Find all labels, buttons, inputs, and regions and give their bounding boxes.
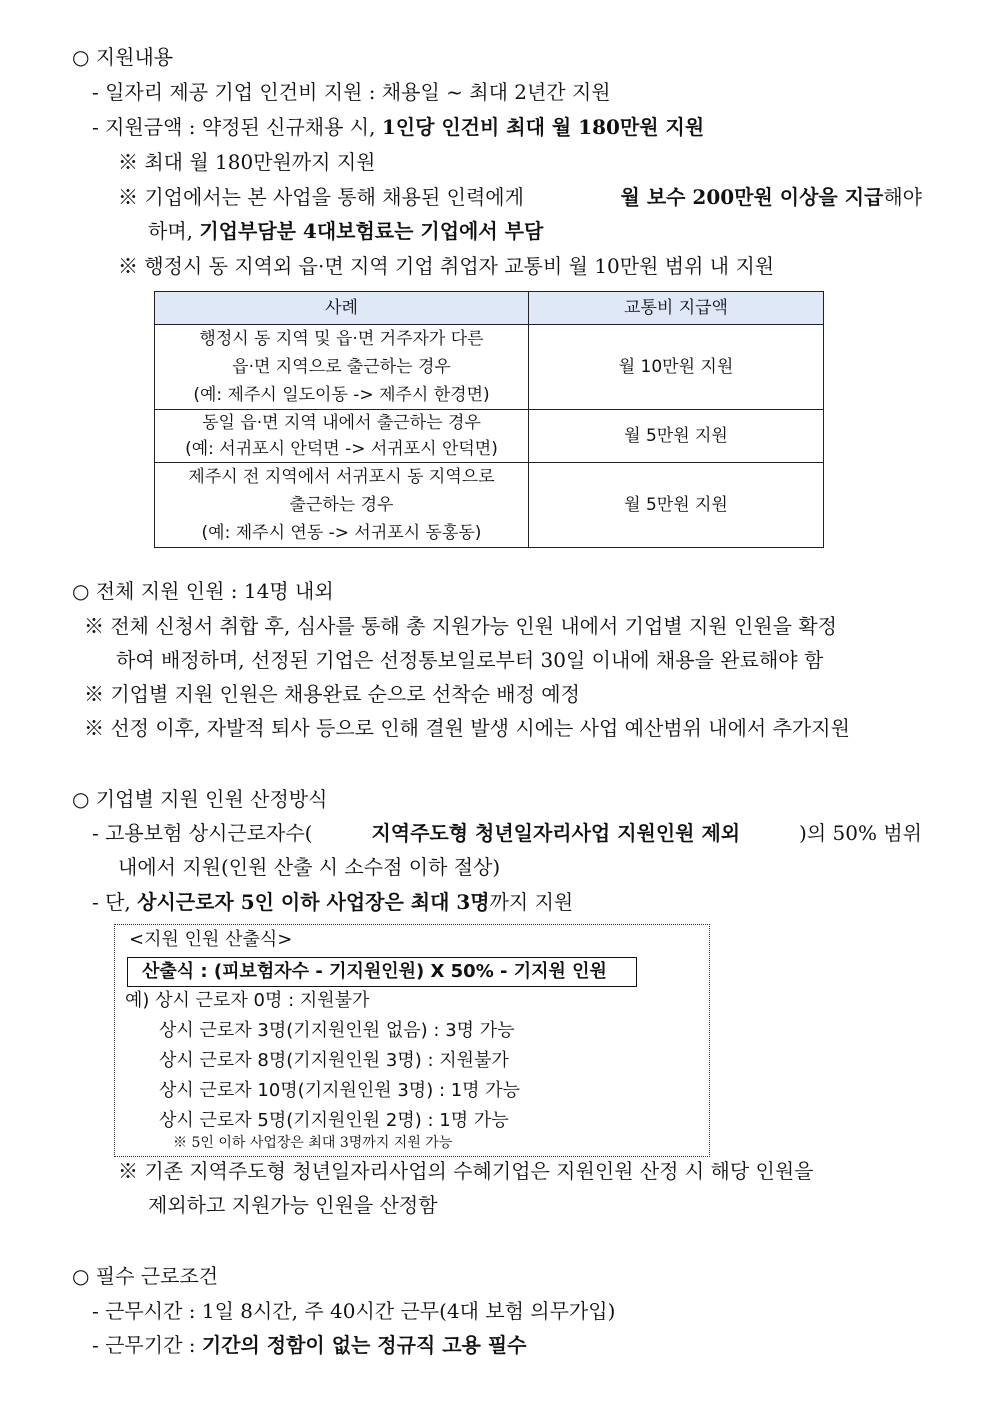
support-note-max: ※ 최대 월 180만원까지 지원 (118, 150, 376, 174)
calc-item-2-suffix: 까지 지원 (489, 890, 574, 914)
calc-note-b: 제외하고 지원가능 인원을 산정함 (148, 1193, 438, 1217)
amount-cell: 월 5만원 지원 (529, 410, 824, 463)
insurance-note-prefix: 하며, (148, 219, 200, 243)
case-line: (예: 서귀포시 안덕면 -> 서귀포시 안덕면) (185, 439, 498, 459)
calc-box-title: <지원 인원 산출식> (129, 929, 293, 950)
section-heading-total-support: ○ 전체 지원 인원 : 14명 내외 (72, 579, 334, 603)
work-period-bold: 기간의 정함이 없는 정규직 고용 필수 (201, 1333, 527, 1357)
case-line: (예: 제주시 연동 -> 서귀포시 동홍동) (201, 523, 482, 543)
case-line: 제주시 전 지역에서 서귀포시 동 지역으로 (188, 467, 495, 487)
calc-example: 예) 상시 근로자 0명 : 지원불가 (125, 990, 370, 1011)
calc-example: 상시 근로자 3명(기지원인원 없음) : 3명 가능 (159, 1020, 515, 1041)
calc-example: 상시 근로자 8명(기지원인원 3명) : 지원불가 (159, 1050, 509, 1071)
salary-note-suffix: 해야 (883, 185, 922, 209)
work-period-item (92, 1330, 526, 1360)
header-case: 사례 (155, 292, 529, 325)
calc-example: 상시 근로자 10명(기지원인원 3명) : 1명 가능 (159, 1080, 521, 1101)
case-cell (155, 463, 529, 548)
case-line: 동일 읍·면 지역 내에서 출근하는 경우 (202, 413, 481, 433)
total-note-2: ※ 기업별 지원 인원은 채용완료 순으로 선착순 배정 예정 (84, 682, 580, 706)
header-amount: 교통비 지급액 (529, 292, 824, 325)
case-cell (155, 325, 529, 410)
support-amount-bold: 1인당 인건비 최대 월 180만원 지원 (381, 115, 705, 139)
section-heading-calc-method: ○ 기업별 지원 인원 산정방식 (72, 787, 328, 811)
support-note-salary (118, 182, 922, 212)
case-line: 출근하는 경우 (289, 495, 394, 515)
support-amount-prefix: - 지원금액 : 약정된 신규채용 시, (92, 115, 382, 139)
total-note-1a: ※ 전체 신청서 취합 후, 심사를 통해 총 지원가능 인원 내에서 기업별 지원 인원을 확정 (84, 614, 837, 638)
total-note-3: ※ 선정 이후, 자발적 퇴사 등으로 인해 결원 발생 시에는 사업 예산범위 내에서 추가지원 (84, 716, 850, 740)
support-item-labor-cost: - 일자리 제공 기업 인건비 지원 : 채용일 ~ 최대 2년간 지원 (92, 80, 611, 104)
calc-item-1-suffix: )의 50% 범위 (799, 821, 922, 845)
amount-cell: 월 5만원 지원 (529, 463, 824, 548)
table-row (155, 463, 824, 548)
calc-item-1-bold: 지역주도형 청년일자리사업 지원인원 제외 (371, 821, 741, 845)
amount-cell: 월 10만원 지원 (529, 325, 824, 410)
case-line: 행정시 동 지역 및 읍·면 거주자가 다른 (199, 329, 484, 349)
formula: 산출식 : (피보험자수 - 기지원인원) X 50% - 기지원 인원 (127, 957, 637, 987)
calc-item-2 (92, 887, 573, 917)
work-period-prefix: - 근무기간 : (92, 1333, 202, 1357)
insurance-note-bold: 기업부담분 4대보험료는 기업에서 부담 (199, 219, 544, 243)
table-header-row (155, 292, 824, 325)
work-hours-item: - 근무시간 : 1일 8시간, 주 40시간 근무(4대 보험 의무가입) (92, 1299, 616, 1323)
table-row (155, 410, 824, 463)
calc-item-1-prefix: - 고용보험 상시근로자수( (92, 821, 313, 845)
section-heading-work-conditions: ○ 필수 근로조건 (72, 1264, 219, 1288)
transport-fee-table (154, 291, 824, 548)
support-item-amount (92, 112, 704, 142)
support-note-insurance (148, 216, 543, 246)
salary-note-bold: 월 보수 200만원 이상을 지급 (620, 185, 884, 209)
calc-note-a: ※ 기존 지역주도형 청년일자리사업의 수혜기업은 지원인원 산정 시 해당 인원을 (118, 1159, 814, 1183)
calc-item-2-prefix: - 단, (92, 890, 138, 914)
salary-note-text: ※ 기업에서는 본 사업을 통해 채용된 인력에게 (118, 185, 524, 209)
calc-footnote: ※ 5인 이하 사업장은 최대 3명까지 지원 가능 (173, 1135, 453, 1151)
section-heading-support-content: ○ 지원내용 (72, 45, 174, 69)
total-note-1b: 하여 배정하며, 선정된 기업은 선정통보일로부터 30일 이내에 채용을 완료해야 함 (116, 648, 824, 672)
calc-item-2-bold: 상시근로자 5인 이하 사업장은 최대 3명 (137, 890, 490, 914)
case-cell (155, 410, 529, 463)
support-note-transport: ※ 행정시 동 지역외 읍·면 지역 기업 취업자 교통비 월 10만원 범위 내 지원 (118, 254, 775, 278)
case-line: (예: 제주시 일도이동 -> 제주시 한경면) (193, 385, 490, 405)
case-line: 읍·면 지역으로 출근하는 경우 (232, 357, 451, 377)
calc-item-1 (92, 818, 922, 848)
table-row (155, 325, 824, 410)
calc-example: 상시 근로자 5명(기지원인원 2명) : 1명 가능 (159, 1110, 509, 1131)
calc-item-1-cont: 내에서 지원(인원 산출 시 소수점 이하 절상) (118, 855, 501, 879)
calc-formula-box (114, 924, 710, 1157)
